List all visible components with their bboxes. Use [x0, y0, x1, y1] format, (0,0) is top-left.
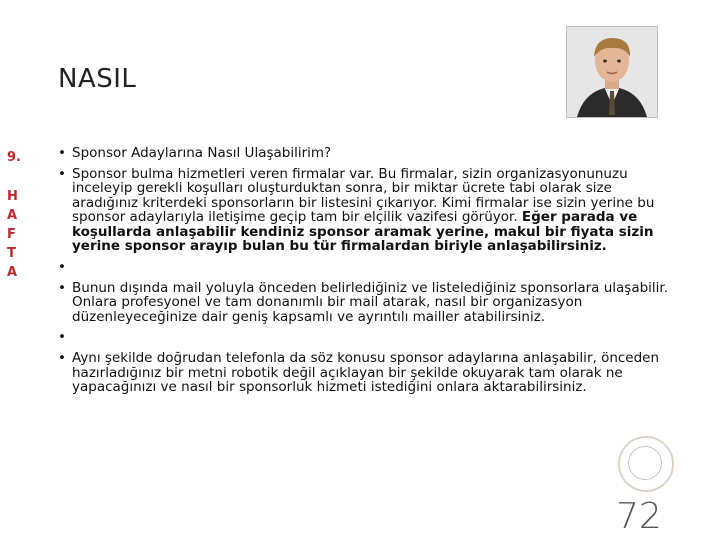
side-letter: T [7, 246, 16, 261]
bullet-item: • Bunun dışında mail yoluyla önceden belirlediğiniz ve listelediğiniz sponsorlara ulaşabilir. Onlara profesyonel ve tam donanımlı bir mail atarak, nasıl bir organizasyon düzenleyeceğinize dair geniş kapsamlı ve ayrıntılı mailler atabilirsiniz. [58, 281, 670, 325]
page-number: 72 [616, 496, 662, 537]
bullet-text-bold: Eğer parada ve koşullarda anlaşabilir kendiniz sponsor aramak yerine, makul bir fiyata sizin yerine sponsor arayıp bulan bu tür firmalardan biriyle anlaşabilirsiniz. [72, 209, 654, 254]
slide-title: NASIL [58, 64, 137, 94]
slide-body [58, 146, 670, 401]
bullet-item [58, 167, 670, 254]
side-letter: A [7, 208, 18, 223]
side-letter: A [7, 265, 18, 280]
bullet-item: • Aynı şekilde doğrudan telefonla da söz konusu sponsor adaylarına anlaşabilir, önceden hazırladığınız bir metni robotik değil açıklayan bir şekilde okuyarak tam olarak ne yapacağınızı ve nasıl bir sponsorluk hizmeti istediğini onlara aktarabilirsiniz. [58, 351, 670, 395]
bullet-item-empty [58, 330, 670, 345]
bullet-item-empty [58, 260, 670, 275]
side-letter: H [7, 189, 18, 204]
watermark-seal [618, 436, 674, 492]
presenter-photo [566, 26, 658, 118]
side-letter: F [7, 227, 16, 242]
side-label [7, 148, 21, 282]
side-number: 9. [7, 150, 21, 165]
bullet-item: • Sponsor Adaylarına Nasıl Ulaşabilirim? [58, 146, 670, 161]
bullet-text: Sponsor bulma hizmetleri veren firmalar var. Bu firmalar, sizin organizasyonunuzu inceleyip gerekli koşulları oluşturduktan sonra, bir miktar ücrete tabi olarak size aradığınız kriterdeki sponsorların bir listesini çıkarıyor. Kimi firmalar ise sizin yerine bu sponsor adaylarıyla iletişime geçip tam bir elçilik vazifesi görüyor. [72, 165, 655, 225]
